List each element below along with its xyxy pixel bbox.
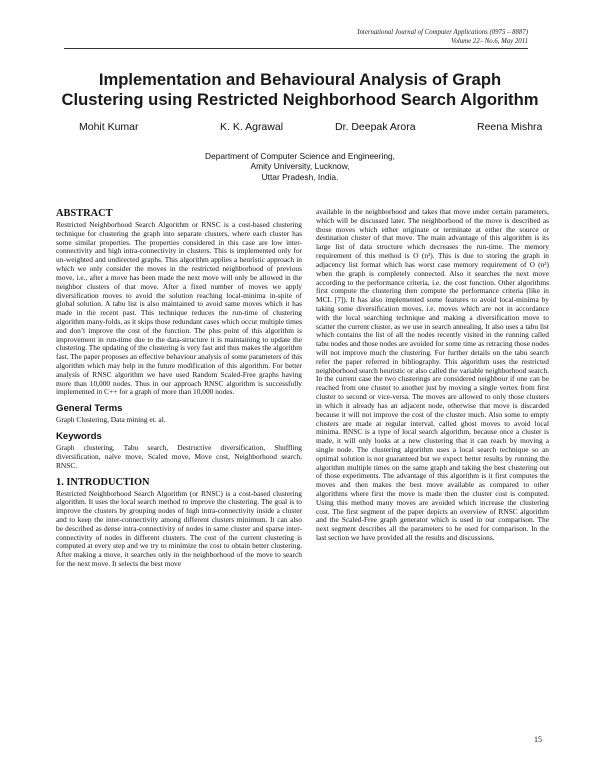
journal-volume: Volume 22– No.6, May 2011 (451, 38, 528, 45)
author-list (0, 121, 600, 135)
header-rule (64, 48, 528, 49)
affiliation (0, 151, 600, 182)
introduction-text: Restricted Neighborhood Search Algorithm (or RNSC) is a cost-based clustering algorithm. It uses the local search method to improve the clustering. The goal is to improve the clusters by grouping nodes of high intra-connectivity inside a cluster and to keep the inter-connectivity among different clusters minimum. It can also be described as dense intra-connectivity of nodes in same cluster and sparse inter-connectivity of nodes in different clusters. The cost of the current clustering is computed at every step and we try to minimize the cost to obtain better clustering. After making a move, it searches only in the neighborhood of the move to search for the next move. It selects the best move (56, 488, 302, 568)
author-3: Dr. Deepak Arora (335, 121, 416, 133)
right-column (316, 208, 549, 543)
right-column-text: available in the neighborhood and takes that move under certain parameters, which will be discussed later. The neighborhood of the move is described as those moves which either originate or terminate at either the source or destination cluster of that move. The main advantage of this algorithm is its large list of data structure which decreases the run-time. The memory requirement of this method is O (n²). This is due to storing the graph in adjacency list format which has worst case memory requirement of O (n²) when the graph is completely connected. Also it searches the next move according to the performance criteria, i.e. the cost function. Other algorithms first compute the clustering then compute the performance criteria (like in MCL [7]). It has also implemented some features to avoid local-minima by taking some diversification moves, i.e. moves which are not in accordance with the local searching technique and making a diversification move to scatter the current cluster, as we use in search annealing. It also uses a tabu list which contains the list of all the nodes recently visited in the running called tabu nodes and those nodes are avoided for some time as retracing those nodes will not improve much the clustering. For further details on the tabu search refer the paper referred in bibliography. This algorithm uses the restricted neighborhood search heuristic or also called the variable neighborhood search. In the current case the two clusterings are considered neighbour if one can be reached from one cluster to another just by moving a single vertex from first cluster to second or vice-versa. The moves are allowed to only those clusters in which it already has an adjacent node, otherwise that move is discarded because it will not improve the cost of the cluster much. Also some to empty clusters are made at regular interval, called ghost moves to avoid local minima. RNSC is a type of local search algorithm, because once a cluster is made, it will only looks at a new clustering that it can reach by moving a single node. The clustering algorithm uses a local search technique so an optimal solution is not guaranteed but we expect better results by running the algorithm multiple times on the same graph and taking the best clustering out of those experiments. The advantage of this algorithm is it first computes the moves and then makes the best move available as compared to other algorithms where first the move is made then the cluster cost is computed. Using this method many moves are avoided which increase the clustering cost. The first segment of the paper depicts an overview of RNSC algorithm and the Scaled-Free graph generator which is used in our comparison. The next segment describes all the parameters to be used for comparison. In the last section we have provided all the results and discussions. (316, 207, 549, 543)
affiliation-line-3: Uttar Pradesh, India. (261, 171, 339, 182)
general-terms-heading: General Terms (56, 403, 123, 415)
journal-header (357, 28, 528, 46)
author-1: Mohit Kumar (79, 121, 139, 133)
affiliation-line-1: Department of Computer Science and Engineering, (205, 151, 395, 161)
general-terms-text: Graph Clustering, Data mining et. al. (56, 415, 166, 425)
title-line-2: Clustering using Restricted Neighborhood Search Algorithm (61, 90, 539, 109)
page-number: 15 (534, 735, 542, 744)
introduction-heading: 1. INTRODUCTION (56, 476, 150, 488)
abstract-text: Restricted Neighborhood Search Algorithm or RNSC is a cost-based clustering technique for clustering the graph into separate clusters, where each cluster has some similar properties. The properties considered in this case are low inter-connectivity and high intra-connectivity in clusters. This is implemented only for un-weighted and undirected graphs. This algorithm applies a heuristic approach in which we only consider the moves in the restricted neighborhood of previous move, i.e., after a move has been made the next move will only be allowed in the neighbor clusters of that move. After a fixed number of moves we apply diversification moves to avoid the solution reaching local-minima in-spite of global solution. A tabu list is also maintained to avoid same moves which it has made in the recent past. This technique reduces the run-time of clustering algorithm many-folds, as it skips those redundant cases which occur multiple times and don’t improve the cost of the function. The plus point of this algorithm is improvement in run-time due to the data-structure it is maintaining to update the clustering. The updating of the clustering is very fast and thus makes the algorithm fast. The paper proposes an effective behaviour analysis of some parameters of this algorithm which may help in the future modification of this algorithm. For better analysis of RNSC algorithm we have used Random Scaled-Free graphs having more than 10,000 nodes. Thus in our approach RNSC algorithm is successfully implemented in C++ for a graph of more than 10,000 nodes. (56, 220, 302, 397)
affiliation-line-2: Amity University, Lucknow, (250, 161, 350, 172)
left-column (56, 208, 302, 569)
keywords-heading: Keywords (56, 431, 102, 443)
title-line-1: Implementation and Behavioural Analysis of Graph (98, 70, 502, 89)
abstract-heading: ABSTRACT (56, 208, 113, 219)
keywords-text: Graph clustering, Tabu search, Destructive diversification, Shuffling diversification, naïve move, Scaled move, Move cost, Neighborhood search, RNSC. (56, 443, 302, 470)
journal-name: International Journal of Computer Applications (0975 – 8887) (357, 29, 528, 36)
author-2: K. K. Agrawal (220, 121, 284, 133)
paper-title (40, 70, 560, 110)
author-4: Reena Mishra (477, 121, 543, 133)
